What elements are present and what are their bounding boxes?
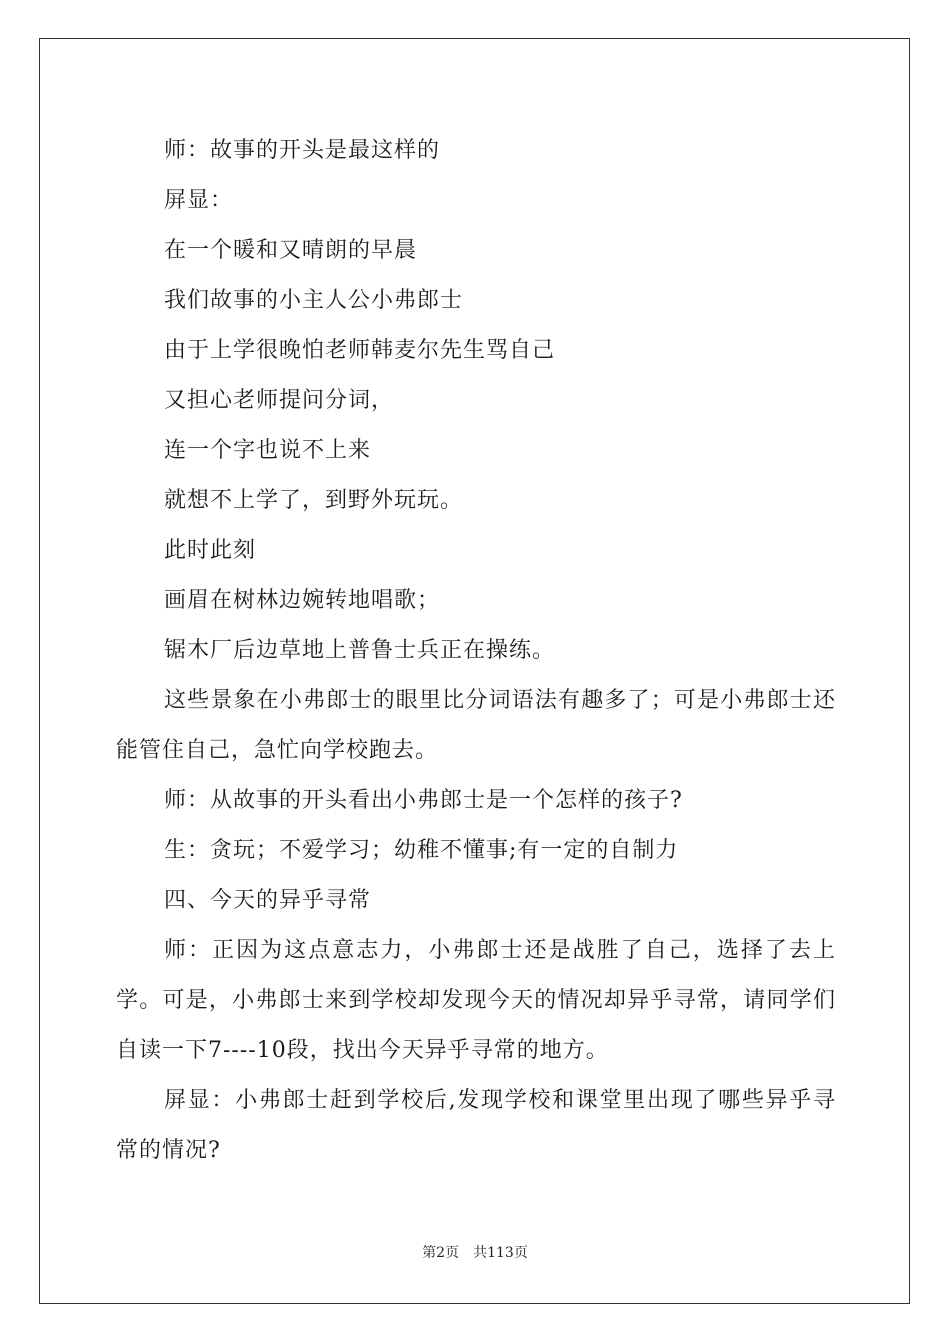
total-pages-label: 共113页	[473, 1245, 528, 1261]
text-line: 又担心老师提问分词，	[164, 388, 395, 413]
text-line: 在一个暖和又晴朗的早晨	[164, 238, 418, 263]
text-line: 画眉在树林边婉转地唱歌；	[164, 588, 441, 613]
paragraph: 师：正因为这点意志力，小弗郎士还是战胜了自己，选择了去上学。可是，小弗郎士来到学校却发现今天的情况却异乎寻常，请同学们自读一下7----10段，找出今天异乎寻常的地方。	[116, 938, 836, 1063]
text-line: 屏显：	[164, 188, 234, 213]
page-footer	[0, 1244, 950, 1262]
question-line: 师：从故事的开头看出小弗郎士是一个怎样的孩子?	[164, 788, 683, 813]
paragraph: 屏显：小弗郎士赶到学校后,发现学校和课堂里出现了哪些异乎寻常的情况?	[116, 1088, 836, 1163]
text-line: 我们故事的小主人公小弗郎士	[164, 288, 464, 313]
text-line: 锯木厂后边草地上普鲁士兵正在操练。	[164, 638, 556, 663]
text-line: 就想不上学了，到野外玩玩。	[164, 488, 464, 513]
section-heading: 四、今天的异乎寻常	[164, 888, 372, 913]
text-line: 此时此刻	[164, 538, 257, 563]
text-line: 师：故事的开头是最这样的	[164, 138, 441, 163]
text-line: 连一个字也说不上来	[164, 438, 372, 463]
paragraph: 这些景象在小弗郎士的眼里比分词语法有趣多了；可是小弗郎士还能管住自己，急忙向学校跑去。	[116, 688, 836, 763]
answer-line: 生：贪玩；不爱学习；幼稚不懂事;有一定的自制力	[164, 838, 679, 863]
current-page-label: 第2页	[422, 1245, 460, 1261]
document-body	[116, 126, 836, 1176]
text-line: 由于上学很晚怕老师韩麦尔先生骂自己	[164, 338, 556, 363]
